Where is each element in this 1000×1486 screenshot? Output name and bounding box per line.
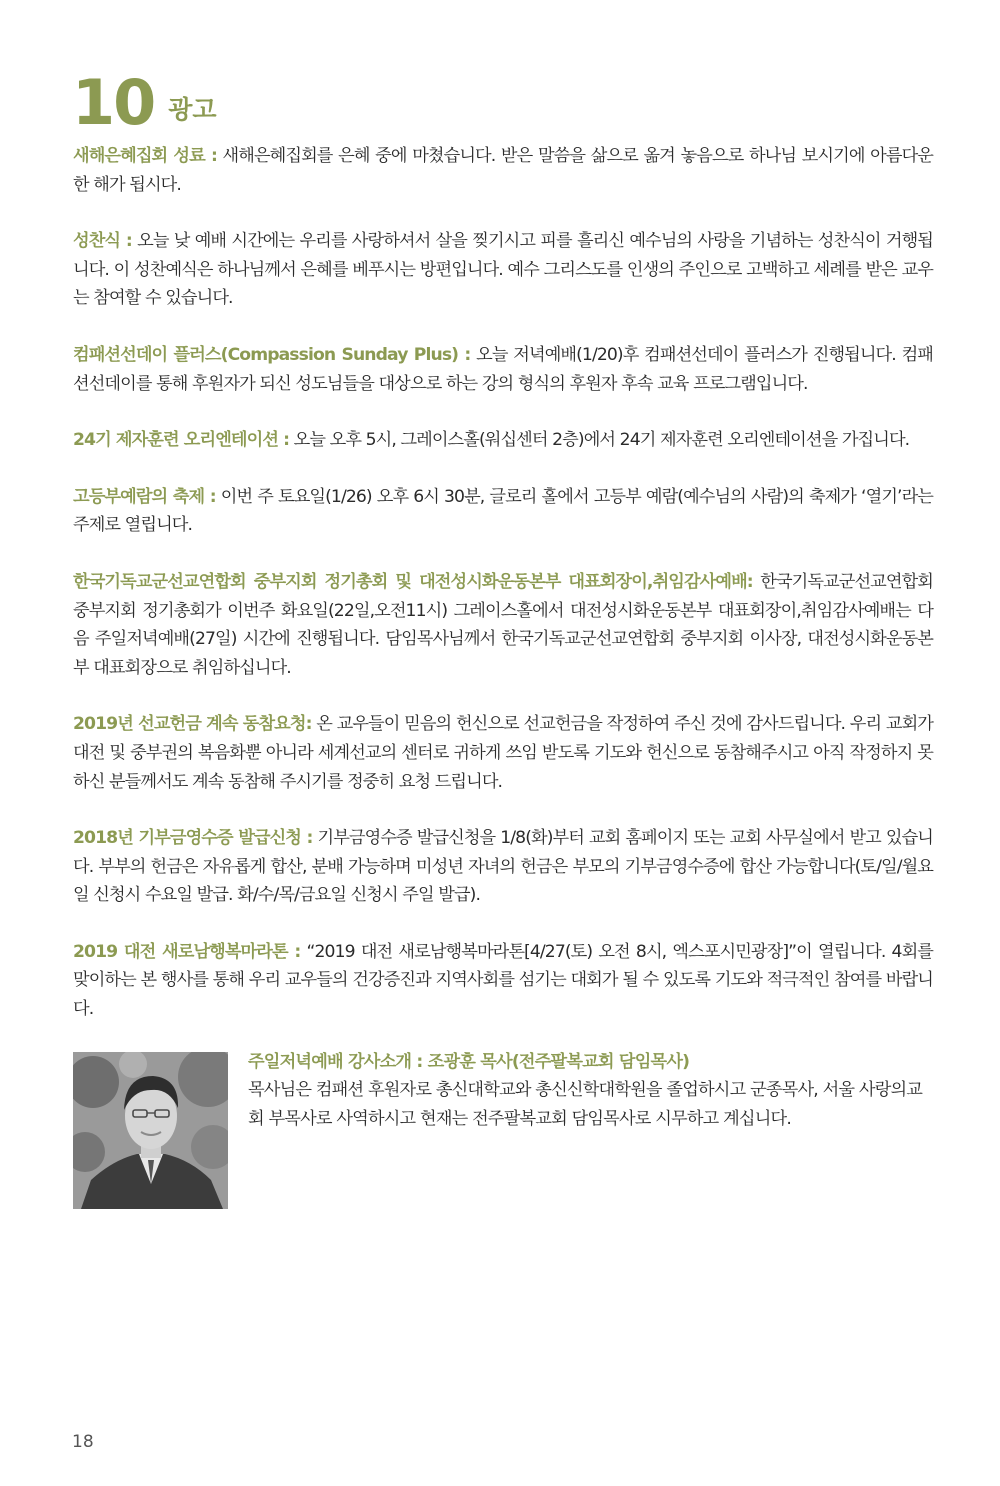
notice-title: 24기 제자훈련 오리엔테이션 : <box>73 430 290 451</box>
notice-title: 고등부예람의 축제 : <box>73 486 216 507</box>
notice-communion <box>73 227 933 313</box>
notice-discipleship-orientation <box>73 426 933 455</box>
notice-body: 이번 주 토요일(1/26) 오후 6시 30분, 글로리 홀에서 고등부 예람(예수님의 사람)의 축제가 ‘열기’라는 주제로 열립니다. <box>73 486 933 536</box>
notice-marathon <box>73 938 933 1024</box>
notice-title: 성찬식 : <box>73 231 132 252</box>
notice-body: 한국기독교군선교연합회 중부지회 정기총회가 이번주 화요일(22일,오전11시) 그레이스홀에서 대전성시화운동본부 대표회장이,취임감사예배는 다음 주일저녁예배(27일) 시간에 진행됩니다. 담임목사님께서 한국기독교군선교연합회 중부지회 이사장, 대전성시화운동본부 대표회장으로 취임하십니다. <box>73 571 933 678</box>
notice-body: 오늘 오후 5시, 그레이스홀(워십센터 2층)에서 24기 제자훈련 오리엔테이션을 가집니다. <box>289 430 910 451</box>
section-header <box>72 66 217 139</box>
notice-title: 2019년 선교헌금 계속 동참요청: <box>73 714 312 735</box>
speaker-body: 목사님은 컴패션 후원자로 총신대학교와 총신신학대학원을 졸업하시고 군종목사, 서울 사랑의교회 부목사로 사역하시고 현재는 전주팔복교회 담임목사로 시무하고 계십니다. <box>248 1080 923 1129</box>
notice-list <box>73 142 933 1209</box>
notice-youth-festival <box>73 483 933 540</box>
speaker-text <box>248 1052 933 1209</box>
notice-body: 새해은혜집회를 은혜 중에 마쳤습니다. 받은 말씀을 삶으로 옮겨 놓음으로 하나님 보시기에 아름다운 한 해가 됩시다. <box>73 146 933 195</box>
speaker-introduction <box>73 1052 933 1209</box>
section-number: 10 <box>72 66 155 139</box>
notice-title: 2019 대전 새로남행복마라톤 : <box>73 941 301 962</box>
notice-title: 2018년 기부금영수증 발급신청 : <box>73 828 313 849</box>
notice-body: 기부금영수증 발급신청을 1/8(화)부터 교회 홈페이지 또는 교회 사무실에서 받고 있습니다. 부부의 헌금은 자유롭게 합산, 분배 가능하며 미성년 자녀의 헌금은 부모의 기부금영수증에 합산 가능합니다(토/일/월요일 신청시 수요일 발급. 화/수/목/금요일 신청시 주일 발급). <box>73 828 933 906</box>
notice-body: 오늘 낮 예배 시간에는 우리를 사랑하셔서 살을 찢기시고 피를 흘리신 예수님의 사랑을 기념하는 성찬식이 거행됩니다. 이 성찬예식은 하나님께서 은혜를 베푸시는 방편입니다. 예수 그리스도를 인생의 주인으로 고백하고 세례를 받은 교우는 참여할 수 있습니다. <box>73 231 933 309</box>
notice-title: 새해은혜집회 성료 : <box>73 146 217 166</box>
notice-new-year-revival <box>73 142 933 199</box>
notice-military-mission-assembly <box>73 568 933 682</box>
section-title: 광고 <box>168 95 217 124</box>
notice-donation-receipt <box>73 824 933 910</box>
notice-compassion-sunday <box>73 341 933 398</box>
page-number: 18 <box>72 1432 94 1452</box>
notice-mission-offering <box>73 710 933 796</box>
notice-body: 온 교우들이 믿음의 헌신으로 선교헌금을 작정하여 주신 것에 감사드립니다. 우리 교회가 대전 및 중부권의 복음화뿐 아니라 세계선교의 센터로 귀하게 쓰임 받도록 기도와 헌신으로 동참해주시고 아직 작정하지 못하신 분들께서도 계속 동참해 주시기를 정중히 요청 드립니다. <box>73 714 934 792</box>
speaker-title: 주일저녁예배 강사소개 : 조광훈 목사(전주팔복교회 담임목사) <box>248 1051 690 1072</box>
notice-body: “2019 대전 새로남행복마라톤[4/27(토) 오전 8시, 엑스포시민광장]”이 열립니다. 4회를 맞이하는 본 행사를 통해 우리 교우들의 건강증진과 지역사회를 섬기는 대회가 될 수 있도록 기도와 적극적인 참여를 바랍니다. <box>73 941 934 1020</box>
notice-title: 한국기독교군선교연합회 중부지회 정기총회 및 대전성시화운동본부 대표회장이,취임감사예배: <box>73 571 753 592</box>
notice-body: 오늘 저녁예배(1/20)후 컴패션선데이 플러스가 진행됩니다. 컴패션선데이를 통해 후원자가 되신 성도님들을 대상으로 하는 강의 형식의 후원자 후속 교육 프로그램입니다. <box>73 344 933 394</box>
speaker-photo <box>73 1052 228 1209</box>
notice-title: 컴패션선데이 플러스(Compassion Sunday Plus) : <box>73 344 471 365</box>
